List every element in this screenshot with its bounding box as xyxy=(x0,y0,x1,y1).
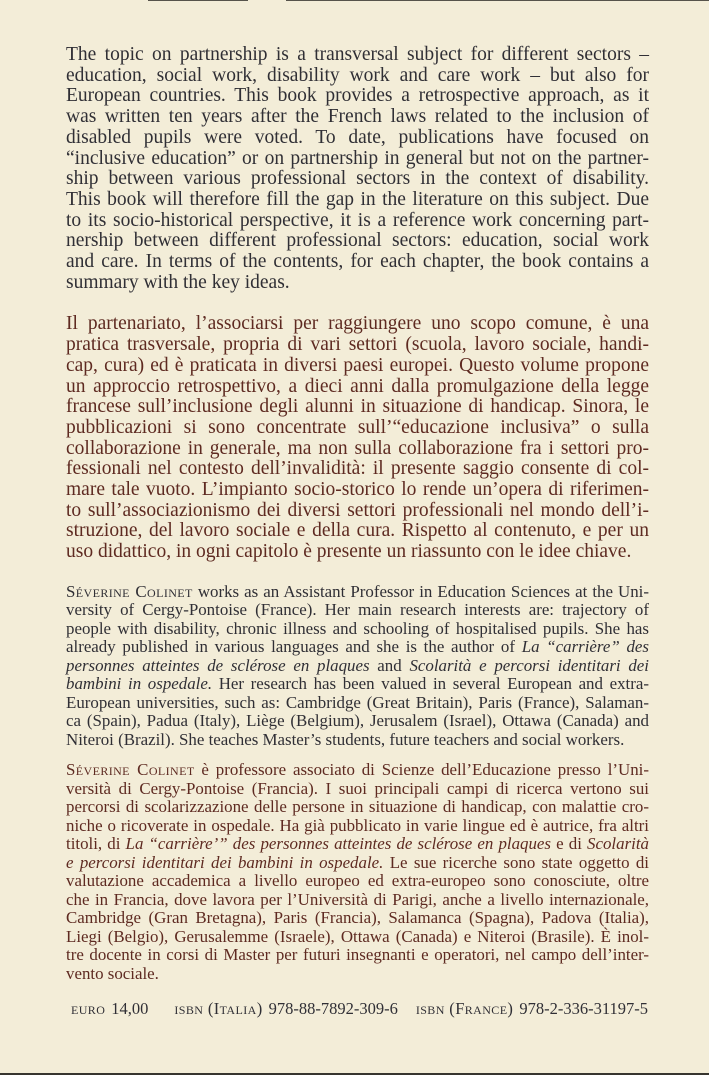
text-segment: tre docente in corsi di Master per futuri insegnanti e operatori, nel campo dell’inter- xyxy=(66,945,649,965)
text-segment: “inclusive education” or on partnership in general but not on the partner- xyxy=(66,147,649,169)
text-line xyxy=(66,854,649,873)
text-segment: Scolarità e percorsi identitari dei xyxy=(409,655,649,675)
blurb-italian xyxy=(66,314,649,562)
text-line xyxy=(66,601,649,620)
text-segment: mare tale vuoto. L’impianto socio-storico lo rende un’opera di riferimen- xyxy=(66,479,649,501)
isbn-italy xyxy=(174,1000,397,1017)
text-segment: niche o ricoverate in ospedale. Ha già pubblicato in varie lingue ed è autrice, fra altri xyxy=(66,815,649,835)
text-line xyxy=(66,439,649,460)
text-segment: ship between various professional sectors in the context of disability. xyxy=(66,168,649,190)
isbn-france xyxy=(416,1000,648,1017)
text-segment: already published in various languages and she is the author of xyxy=(66,637,522,657)
text-segment: Cambridge (Gran Bretagna), Paris (Francia), Salamanca (Spagna), Padova (Italia), xyxy=(66,908,649,928)
text-segment: nership between different professional sectors: education, social work xyxy=(66,230,649,252)
text-line xyxy=(66,273,649,294)
text-line xyxy=(66,675,649,694)
text-segment: European universities, such as: Cambridge (Great Britain), Paris (France), Salaman- xyxy=(66,692,649,712)
text-segment: This book will therefore fill the gap in the literature on this subject. Due xyxy=(66,188,649,210)
text-segment: and xyxy=(369,655,410,675)
text-segment: cap, cura) ed è praticata in diversi paesi europei. Questo volume propone xyxy=(66,354,649,376)
text-line xyxy=(66,928,649,947)
text-line xyxy=(66,107,649,128)
text-segment: education, social work, disability work and care work – but also for xyxy=(66,64,649,86)
text-segment: pubblicazioni si sono concentrate sull’“educazione inclusiva” o sulla xyxy=(66,416,649,438)
text-segment: che in Francia, dove lavora per l’Università di Parigi, anche a livello internazionale, xyxy=(66,889,649,909)
text-segment: vento sociale. xyxy=(66,963,159,983)
text-segment: to its socio-historical perspective, it is a reference work concerning part- xyxy=(66,209,649,231)
text-segment: La “carrière’” des personnes atteintes de sclérose en plaques xyxy=(125,834,551,854)
text-segment: Her research has been valued in several European and extra- xyxy=(212,674,649,694)
text-segment: struzione, del lavoro sociale e della cura. Rispetto al contenuto, e per un xyxy=(66,520,649,542)
text-line xyxy=(66,694,649,713)
text-segment: ca (Spain), Padua (Italy), Liège (Belgium), Jerusalem (Israel), Ottawa (Canada) and xyxy=(66,711,649,731)
text-line xyxy=(66,66,649,87)
text-segment: fessionali nel contesto dell’invalidità: il presente saggio consente di col- xyxy=(66,458,649,480)
text-line xyxy=(66,946,649,965)
text-segment: works as an Assistant Professor in Education Sciences at the Uni- xyxy=(192,581,649,601)
isbn-france-label: isbn (France) xyxy=(415,999,514,1019)
text-line xyxy=(66,872,649,891)
text-segment: è professore associato di Scienze dell’Educazione presso l’Uni- xyxy=(194,760,649,780)
text-segment: and care. In terms of the contents, for each chapter, the book contains a xyxy=(66,251,649,273)
text-line xyxy=(66,86,649,107)
text-line xyxy=(66,712,649,731)
text-segment: uso didattico, in ogni capitolo è presente un riassunto con le idee chiave. xyxy=(66,541,632,563)
text-line xyxy=(66,501,649,522)
text-segment: pratica trasversale, propria di vari settori (scuola, lavoro sociale, handi- xyxy=(66,334,649,356)
text-line xyxy=(66,459,649,480)
text-line xyxy=(66,128,649,149)
isbn-france-number: 978-2-336-31197-5 xyxy=(519,999,648,1019)
text-segment: Scolarità xyxy=(587,834,649,854)
text-line xyxy=(66,45,649,66)
text-segment: The topic on partnership is a transversal subject for different sectors – xyxy=(66,44,649,65)
text-line xyxy=(66,314,649,335)
isbn-italy-label: isbn (Italia) xyxy=(174,999,263,1019)
text-segment: people with disability, chronic illness and schooling of hospitalised pupils. She has xyxy=(66,618,649,638)
isbn-italy-number: 978-88-7892-309-6 xyxy=(268,999,398,1019)
author-bio-italian xyxy=(66,761,649,983)
text-line xyxy=(66,542,649,563)
text-line xyxy=(66,638,649,657)
text-line xyxy=(66,761,649,780)
text-line xyxy=(66,356,649,377)
text-line xyxy=(66,252,649,273)
text-segment: francese sull’inclusione degli alunni in situazione di handicap. Sinora, le xyxy=(66,396,649,418)
text-line xyxy=(66,835,649,854)
text-line xyxy=(66,620,649,639)
text-segment: e percorsi identitari dei bambini in ospedale. xyxy=(66,852,384,872)
text-segment: Niteroi (Brazil). She teaches Master’s students, future teachers and social workers. xyxy=(66,729,625,749)
cover-text-block xyxy=(66,0,649,1017)
text-segment: Le sue ricerche sono state oggetto di xyxy=(383,852,649,872)
text-line xyxy=(66,521,649,542)
text-line xyxy=(66,377,649,398)
text-line xyxy=(66,211,649,232)
text-segment: valutazione accademica a livello europeo ed extra-europeo sono conosciute, oltre xyxy=(66,871,649,891)
text-line xyxy=(66,480,649,501)
price xyxy=(71,1000,148,1017)
blurb-english xyxy=(66,45,649,293)
text-segment: was written ten years after the French laws related to the inclusion of xyxy=(66,106,649,128)
text-line xyxy=(66,169,649,190)
text-line xyxy=(66,231,649,252)
text-segment: percorsi di scolarizzazione delle persone in situazione di handicap, con malattie cro- xyxy=(66,797,649,817)
currency-label: euro xyxy=(71,999,106,1019)
text-segment: titoli, di xyxy=(66,834,126,854)
text-segment: European countries. This book provides a retrospective approach, as it xyxy=(66,85,649,107)
text-line xyxy=(66,817,649,836)
text-segment: versity of Cergy-Pontoise (France). Her main research interests are: trajectory of xyxy=(66,600,649,620)
text-line xyxy=(66,149,649,170)
text-line xyxy=(66,397,649,418)
text-line xyxy=(66,335,649,356)
text-segment: to sull’associazionismo dei diversi settori professionali nel mondo dell’i- xyxy=(66,499,649,521)
text-line xyxy=(66,891,649,910)
text-segment: Liegi (Belgio), Gerusalemme (Israele), Ottawa (Canada) e Niteroi (Brasile). È inol- xyxy=(66,926,649,946)
author-name: Séverine Colinet xyxy=(66,581,193,601)
text-line xyxy=(66,418,649,439)
text-segment: bambini in ospedale. xyxy=(66,674,213,694)
author-bio-english xyxy=(66,583,649,750)
text-line xyxy=(66,657,649,676)
text-line xyxy=(66,780,649,799)
text-segment: summary with the key ideas. xyxy=(66,271,290,293)
text-segment: personnes atteintes de sclérose en plaques xyxy=(66,655,370,675)
text-segment: e di xyxy=(551,834,588,854)
text-line xyxy=(66,731,649,750)
text-segment: La “carrière” des xyxy=(521,637,649,657)
text-line xyxy=(66,965,649,984)
text-line xyxy=(66,798,649,817)
price-isbn-line xyxy=(66,1000,649,1017)
text-segment: collaborazione in generale, ma non sulla collaborazione fra i settori pro- xyxy=(66,437,649,459)
text-line xyxy=(66,909,649,928)
text-segment: disabled pupils were voted. To date, publications have focused on xyxy=(66,126,649,148)
text-line xyxy=(66,583,649,602)
text-segment: versità di Cergy-Pontoise (Francia). I suoi principali campi di ricerca vertono sui xyxy=(66,778,649,798)
text-line xyxy=(66,190,649,211)
text-segment: un approccio retrospettivo, a dieci anni dalla promulgazione della legge xyxy=(66,375,649,397)
text-segment: Il partenariato, l’associarsi per raggiungere uno scopo comune, è una xyxy=(66,313,649,335)
price-value: 14,00 xyxy=(111,999,149,1019)
author-name: Séverine Colinet xyxy=(66,760,195,780)
